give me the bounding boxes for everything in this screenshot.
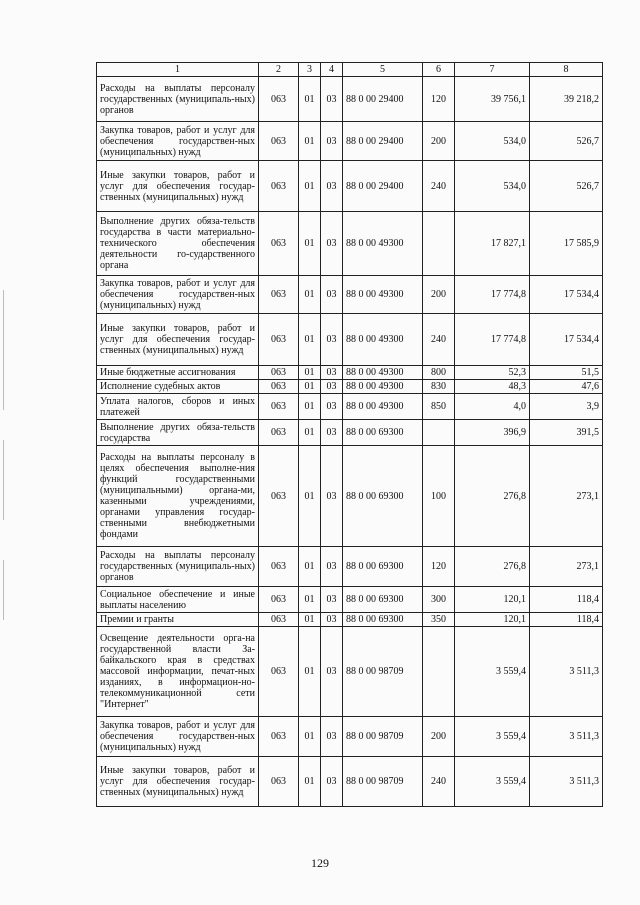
row-pr: 03 (321, 420, 343, 446)
row-rz: 01 (299, 161, 321, 212)
row-vr (423, 627, 455, 717)
row-vr: 300 (423, 587, 455, 613)
row-pr: 03 (321, 547, 343, 587)
row-sum1: 3 559,4 (455, 627, 530, 717)
row-vr (423, 212, 455, 276)
row-pr: 03 (321, 122, 343, 161)
row-pr: 03 (321, 314, 343, 366)
row-sum1: 4,0 (455, 394, 530, 420)
row-vr: 850 (423, 394, 455, 420)
header-cell: 8 (530, 63, 603, 77)
table-row (97, 366, 603, 380)
row-name: Закупка товаров, работ и услуг для обеспечения государствен-ных (муниципальных) нужд (97, 717, 259, 757)
row-name: Исполнение судебных актов (97, 380, 259, 394)
row-ved: 063 (259, 212, 299, 276)
row-sum2: 17 585,9 (530, 212, 603, 276)
table-row (97, 380, 603, 394)
row-sum1: 396,9 (455, 420, 530, 446)
row-csr: 88 0 00 69300 (343, 587, 423, 613)
table-row (97, 757, 603, 807)
row-ved: 063 (259, 587, 299, 613)
row-ved: 063 (259, 77, 299, 122)
table-row (97, 314, 603, 366)
row-rz: 01 (299, 394, 321, 420)
row-pr: 03 (321, 587, 343, 613)
row-sum1: 39 756,1 (455, 77, 530, 122)
row-csr: 88 0 00 49300 (343, 212, 423, 276)
row-name: Уплата налогов, сборов и иных платежей (97, 394, 259, 420)
row-pr: 03 (321, 627, 343, 717)
row-sum2: 118,4 (530, 587, 603, 613)
row-sum2: 391,5 (530, 420, 603, 446)
row-sum1: 3 559,4 (455, 717, 530, 757)
row-ved: 063 (259, 314, 299, 366)
row-csr: 88 0 00 69300 (343, 446, 423, 547)
row-ved: 063 (259, 757, 299, 807)
row-rz: 01 (299, 212, 321, 276)
scan-edge-mark (3, 560, 4, 620)
header-cell: 2 (259, 63, 299, 77)
row-sum1: 120,1 (455, 587, 530, 613)
row-csr: 88 0 00 98709 (343, 717, 423, 757)
header-cell: 7 (455, 63, 530, 77)
row-rz: 01 (299, 627, 321, 717)
row-name: Закупка товаров, работ и услуг для обеспечения государствен-ных (муниципальных) нужд (97, 122, 259, 161)
row-ved: 063 (259, 276, 299, 314)
budget-table (96, 62, 603, 807)
row-rz: 01 (299, 276, 321, 314)
row-rz: 01 (299, 77, 321, 122)
row-sum1: 17 774,8 (455, 276, 530, 314)
row-sum1: 120,1 (455, 613, 530, 627)
row-csr: 88 0 00 29400 (343, 77, 423, 122)
row-vr: 120 (423, 77, 455, 122)
row-sum2: 526,7 (530, 122, 603, 161)
row-sum1: 276,8 (455, 547, 530, 587)
row-csr: 88 0 00 49300 (343, 276, 423, 314)
row-name: Иные закупки товаров, работ и услуг для обеспечения государ-ственных (муниципальных) нужд (97, 314, 259, 366)
row-csr: 88 0 00 49300 (343, 366, 423, 380)
table-row (97, 446, 603, 547)
scan-edge-mark (3, 440, 4, 520)
row-sum2: 3,9 (530, 394, 603, 420)
row-ved: 063 (259, 366, 299, 380)
row-csr: 88 0 00 98709 (343, 627, 423, 717)
row-ved: 063 (259, 394, 299, 420)
row-sum1: 17 827,1 (455, 212, 530, 276)
row-pr: 03 (321, 757, 343, 807)
row-sum2: 17 534,4 (530, 276, 603, 314)
row-name: Социальное обеспечение и иные выплаты населению (97, 587, 259, 613)
row-vr: 200 (423, 276, 455, 314)
row-pr: 03 (321, 394, 343, 420)
table-row (97, 77, 603, 122)
row-vr (423, 420, 455, 446)
row-name: Выполнение других обяза-тельств государства (97, 420, 259, 446)
row-rz: 01 (299, 587, 321, 613)
row-sum2: 273,1 (530, 547, 603, 587)
header-cell: 6 (423, 63, 455, 77)
row-rz: 01 (299, 380, 321, 394)
row-sum2: 118,4 (530, 613, 603, 627)
row-vr: 350 (423, 613, 455, 627)
row-sum2: 39 218,2 (530, 77, 603, 122)
row-csr: 88 0 00 49300 (343, 314, 423, 366)
row-name: Иные закупки товаров, работ и услуг для обеспечения государ-ственных (муниципальных) нужд (97, 161, 259, 212)
row-ved: 063 (259, 161, 299, 212)
row-name: Выполнение других обяза-тельств государства в части материально-технического обеспечения деятельности го-сударственного органа (97, 212, 259, 276)
row-sum2: 3 511,3 (530, 627, 603, 717)
row-csr: 88 0 00 98709 (343, 757, 423, 807)
row-vr: 120 (423, 547, 455, 587)
row-csr: 88 0 00 29400 (343, 161, 423, 212)
table-row (97, 161, 603, 212)
row-sum2: 47,6 (530, 380, 603, 394)
row-vr: 200 (423, 122, 455, 161)
header-cell: 1 (97, 63, 259, 77)
row-csr: 88 0 00 69300 (343, 420, 423, 446)
row-sum1: 534,0 (455, 161, 530, 212)
table-row (97, 717, 603, 757)
row-csr: 88 0 00 49300 (343, 394, 423, 420)
row-pr: 03 (321, 161, 343, 212)
row-sum2: 3 511,3 (530, 717, 603, 757)
row-ved: 063 (259, 420, 299, 446)
row-ved: 063 (259, 613, 299, 627)
row-sum1: 48,3 (455, 380, 530, 394)
row-sum2: 51,5 (530, 366, 603, 380)
table-row (97, 587, 603, 613)
row-pr: 03 (321, 77, 343, 122)
scan-edge-mark (3, 290, 4, 410)
row-sum1: 3 559,4 (455, 757, 530, 807)
row-rz: 01 (299, 420, 321, 446)
header-cell: 5 (343, 63, 423, 77)
row-rz: 01 (299, 757, 321, 807)
row-sum2: 273,1 (530, 446, 603, 547)
row-vr: 100 (423, 446, 455, 547)
row-csr: 88 0 00 49300 (343, 380, 423, 394)
row-rz: 01 (299, 613, 321, 627)
row-csr: 88 0 00 69300 (343, 547, 423, 587)
table-row (97, 420, 603, 446)
table-row (97, 394, 603, 420)
row-sum1: 534,0 (455, 122, 530, 161)
row-name: Иные закупки товаров, работ и услуг для обеспечения государ-ственных (муниципальных) нужд (97, 757, 259, 807)
row-vr: 240 (423, 161, 455, 212)
row-ved: 063 (259, 547, 299, 587)
table-row (97, 212, 603, 276)
row-rz: 01 (299, 122, 321, 161)
row-pr: 03 (321, 276, 343, 314)
row-sum2: 17 534,4 (530, 314, 603, 366)
row-vr: 830 (423, 380, 455, 394)
row-pr: 03 (321, 446, 343, 547)
table-row (97, 627, 603, 717)
table-row (97, 613, 603, 627)
row-rz: 01 (299, 366, 321, 380)
row-sum1: 276,8 (455, 446, 530, 547)
row-ved: 063 (259, 446, 299, 547)
row-rz: 01 (299, 547, 321, 587)
row-ved: 063 (259, 380, 299, 394)
row-vr: 200 (423, 717, 455, 757)
row-name: Закупка товаров, работ и услуг для обеспечения государствен-ных (муниципальных) нужд (97, 276, 259, 314)
row-name: Премии и гранты (97, 613, 259, 627)
row-vr: 240 (423, 314, 455, 366)
header-cell: 4 (321, 63, 343, 77)
row-sum2: 3 511,3 (530, 757, 603, 807)
row-rz: 01 (299, 717, 321, 757)
page-number: 129 (311, 856, 329, 870)
row-rz: 01 (299, 314, 321, 366)
row-pr: 03 (321, 212, 343, 276)
table-header-row (97, 63, 603, 77)
row-name: Освещение деятельности орга-на государственной власти За-байкальского края в средствах массовой информации, печат-ных изданиях, в информацион-но-телекоммуникационной сети "Интернет" (97, 627, 259, 717)
row-pr: 03 (321, 613, 343, 627)
row-ved: 063 (259, 627, 299, 717)
row-sum1: 52,3 (455, 366, 530, 380)
header-cell: 3 (299, 63, 321, 77)
row-name: Расходы на выплаты персоналу государственных (муниципаль-ных) органов (97, 547, 259, 587)
table-row (97, 276, 603, 314)
row-name: Расходы на выплаты персоналу в целях обеспечения выполне-ния функций государственными (муниципальными) органа-ми, казенными учреждениями, органами управления государ-ственными внебюджетными фондами (97, 446, 259, 547)
row-sum2: 526,7 (530, 161, 603, 212)
row-ved: 063 (259, 717, 299, 757)
row-sum1: 17 774,8 (455, 314, 530, 366)
table-row (97, 122, 603, 161)
row-ved: 063 (259, 122, 299, 161)
table-row (97, 547, 603, 587)
row-name: Иные бюджетные ассигнования (97, 366, 259, 380)
row-rz: 01 (299, 446, 321, 547)
row-pr: 03 (321, 380, 343, 394)
row-vr: 240 (423, 757, 455, 807)
row-name: Расходы на выплаты персоналу государственных (муниципаль-ных) органов (97, 77, 259, 122)
row-pr: 03 (321, 366, 343, 380)
row-csr: 88 0 00 69300 (343, 613, 423, 627)
row-vr: 800 (423, 366, 455, 380)
row-csr: 88 0 00 29400 (343, 122, 423, 161)
row-pr: 03 (321, 717, 343, 757)
